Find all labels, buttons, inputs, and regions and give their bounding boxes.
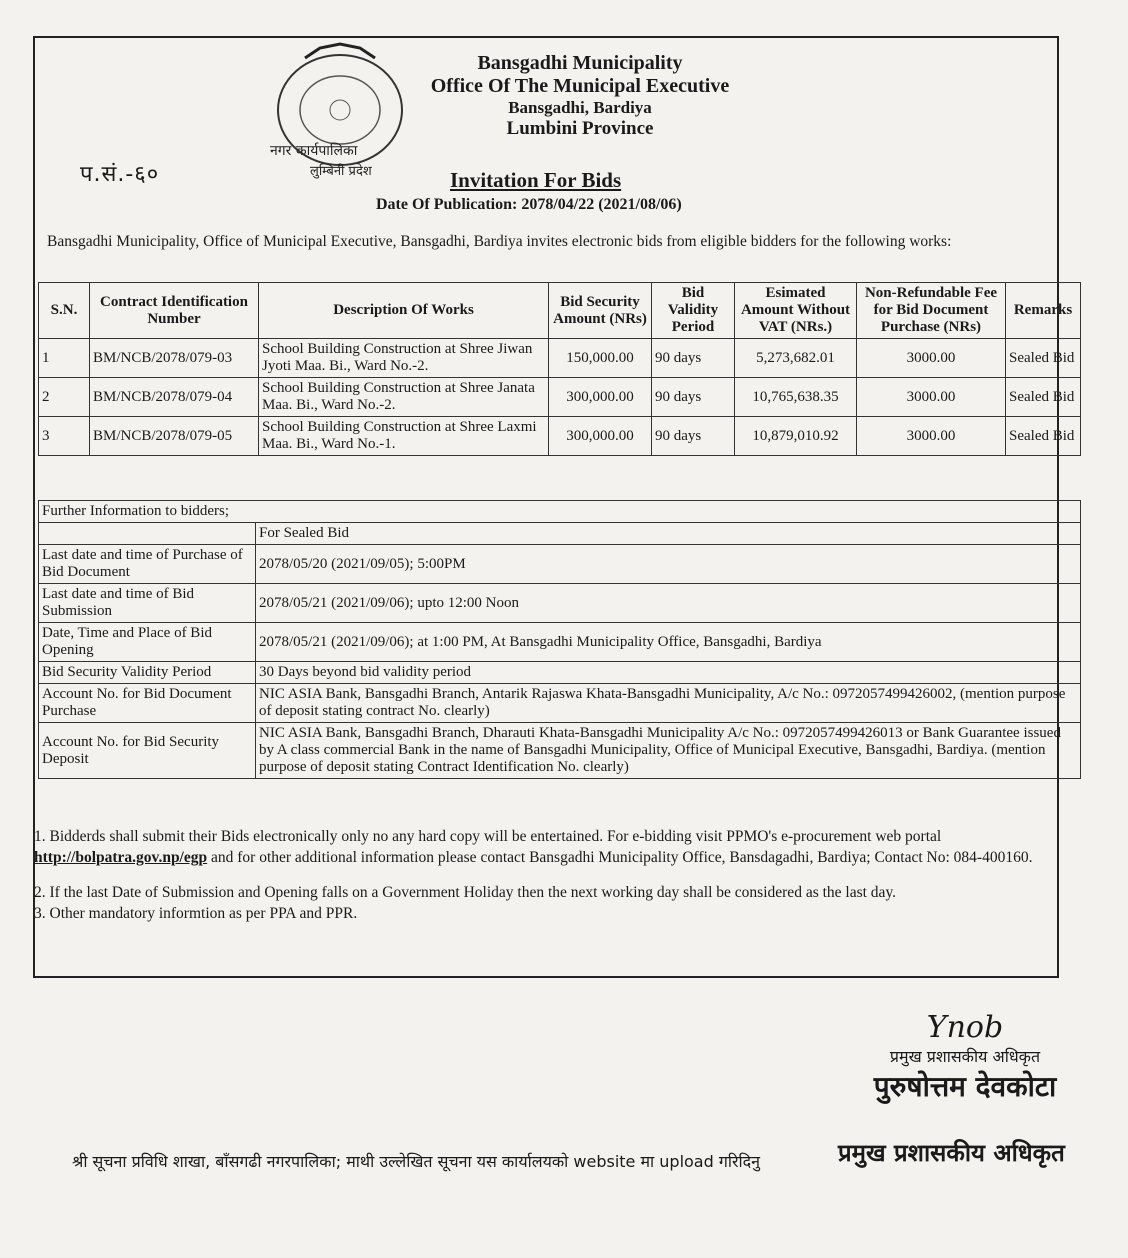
note-1-contact: and for other additional information please contact Bansgadhi Municipality Office, Bansdagadhi, Bardiya; Contact No: 084-400160. bbox=[211, 849, 1033, 866]
cell-bid-security: 150,000.00 bbox=[549, 339, 652, 378]
info-label: Last date and time of Bid Submission bbox=[39, 584, 256, 623]
intro-paragraph: Bansgadhi Municipality, Office of Municipal Executive, Bansgadhi, Bardiya invites electronic bids from eligible bidders for the following works: bbox=[47, 233, 952, 250]
signatory-name: पुरुषोत्तम देवकोटा bbox=[873, 1070, 1057, 1103]
org-name: Bansgadhi Municipality bbox=[477, 52, 683, 74]
col-sn: S.N. bbox=[39, 283, 90, 339]
document-title: Invitation For Bids bbox=[450, 168, 622, 192]
info-title: Further Information to bidders; bbox=[39, 501, 1081, 523]
cell-contract-id: BM/NCB/2078/079-05 bbox=[90, 417, 259, 456]
signature-block bbox=[840, 1010, 1090, 1105]
cell-description: School Building Construction at Shree Jiwan Jyoti Maa. Bi., Ward No.-2. bbox=[259, 339, 549, 378]
cell-bid-security: 300,000.00 bbox=[549, 378, 652, 417]
info-row bbox=[39, 545, 1081, 584]
cell-remarks: Sealed Bid bbox=[1006, 339, 1081, 378]
cell-contract-id: BM/NCB/2078/079-04 bbox=[90, 378, 259, 417]
cell-description: School Building Construction at Shree Laxmi Maa. Bi., Ward No.-1. bbox=[259, 417, 549, 456]
info-row bbox=[39, 584, 1081, 623]
svg-text:नगर कार्यपालिका: नगर कार्यपालिका bbox=[270, 143, 358, 159]
egp-link[interactable]: http://bolpatra.gov.np/egp bbox=[34, 849, 208, 866]
info-value: 2078/05/21 (2021/09/06); at 1:00 PM, At Bansgadhi Municipality Office, Bansgadhi, Bardiya bbox=[256, 623, 1081, 662]
info-title-row bbox=[39, 501, 1081, 523]
col-validity: Bid Validity Period bbox=[652, 283, 735, 339]
cell-fee: 3000.00 bbox=[857, 339, 1006, 378]
col-contract-id: Contract Identification Number bbox=[90, 283, 259, 339]
col-bid-security: Bid Security Amount (NRs) bbox=[549, 283, 652, 339]
info-value: NIC ASIA Bank, Bansgadhi Branch, Dharauti Khata-Bansgadhi Municipality A/c No.: 0972057499426013 or Bank Guarantee issued by A class commercial Bank in the name of Bansgadhi Municipality, Office of Municipal Executive, Bansgadhi, Bardiya. (mention purpose of deposit stating Contract Identification No. clearly) bbox=[256, 723, 1081, 779]
reference-number: प.सं.-६० bbox=[80, 162, 160, 187]
info-value: NIC ASIA Bank, Bansgadhi Branch, Antarik Rajaswa Khata-Bansgadhi Municipality, A/c No.: 0972057499426002, (mention purpose of deposit stating contract No. clearly) bbox=[256, 684, 1081, 723]
col-estimate: Esimated Amount Without VAT (NRs.) bbox=[735, 283, 857, 339]
note-3: 3. Other mandatory informtion as per PPA and PPR. bbox=[34, 905, 358, 922]
publication-date: Date Of Publication: 2078/04/22 (2021/08/06) bbox=[376, 196, 682, 213]
cell-fee: 3000.00 bbox=[857, 378, 1006, 417]
handwritten-signature: Ynob bbox=[926, 1010, 1004, 1045]
cell-remarks: Sealed Bid bbox=[1006, 378, 1081, 417]
table-row bbox=[39, 417, 1081, 456]
further-info-table bbox=[38, 500, 1081, 779]
cell-validity: 90 days bbox=[652, 378, 735, 417]
cell-bid-security: 300,000.00 bbox=[549, 417, 652, 456]
note-2: 2. If the last Date of Submission and Opening falls on a Government Holiday then the next working day shall be considered as the last day. bbox=[34, 884, 897, 901]
info-value: 30 Days beyond bid validity period bbox=[256, 662, 1081, 684]
location: Bansgadhi, Bardiya bbox=[508, 98, 652, 117]
cell-sn: 3 bbox=[39, 417, 90, 456]
cell-estimate: 10,765,638.35 bbox=[735, 378, 857, 417]
cell-validity: 90 days bbox=[652, 417, 735, 456]
cell-description: School Building Construction at Shree Janata Maa. Bi., Ward No.-2. bbox=[259, 378, 549, 417]
info-label: Account No. for Bid Document Purchase bbox=[39, 684, 256, 723]
table-row bbox=[39, 339, 1081, 378]
info-row bbox=[39, 684, 1081, 723]
cell-validity: 90 days bbox=[652, 339, 735, 378]
info-row bbox=[39, 623, 1081, 662]
info-value: 2078/05/21 (2021/09/06); upto 12:00 Noon bbox=[256, 584, 1081, 623]
cell-fee: 3000.00 bbox=[857, 417, 1006, 456]
col-fee: Non-Refundable Fee for Bid Document Purchase (NRs) bbox=[857, 283, 1006, 339]
col-description: Description Of Works bbox=[259, 283, 549, 339]
table-row bbox=[39, 378, 1081, 417]
office-name: Office Of The Municipal Executive bbox=[430, 75, 730, 97]
cell-sn: 2 bbox=[39, 378, 90, 417]
bids-table bbox=[38, 282, 1081, 456]
cell-sn: 1 bbox=[39, 339, 90, 378]
footer-note: श्री सूचना प्रविधि शाखा, बाँसगढी नगरपालिका; माथी उल्लेखित सूचना यस कार्यालयको website मा upload गरिदिनु bbox=[72, 1152, 761, 1171]
col-remarks: Remarks bbox=[1006, 283, 1081, 339]
note-1-text: 1. Bidderds shall submit their Bids electronically only no any hard copy will be entertained. For e-bidding visit PPMO's e-procurement web portal bbox=[34, 828, 942, 845]
signatory-title: प्रमुख प्रशासकीय अधिकृत bbox=[889, 1047, 1041, 1066]
letterhead bbox=[380, 52, 780, 140]
info-label: Bid Security Validity Period bbox=[39, 662, 256, 684]
info-label: Date, Time and Place of Bid Opening bbox=[39, 623, 256, 662]
province: Lumbini Province bbox=[506, 118, 654, 139]
info-row bbox=[39, 723, 1081, 779]
info-row bbox=[39, 662, 1081, 684]
notes-section bbox=[34, 826, 1064, 938]
note-1 bbox=[34, 826, 1064, 868]
bids-table-header bbox=[39, 283, 1081, 339]
cell-contract-id: BM/NCB/2078/079-03 bbox=[90, 339, 259, 378]
cell-estimate: 5,273,682.01 bbox=[735, 339, 857, 378]
officer-stamp: प्रमुख प्रशासकीय अधिकृत bbox=[838, 1139, 1065, 1167]
info-value: 2078/05/20 (2021/09/05); 5:00PM bbox=[256, 545, 1081, 584]
info-label: Account No. for Bid Security Deposit bbox=[39, 723, 256, 779]
info-label: Last date and time of Purchase of Bid Document bbox=[39, 545, 256, 584]
svg-text:लुम्बिनी प्रदेश: लुम्बिनी प्रदेश bbox=[310, 164, 372, 179]
info-blank bbox=[39, 523, 256, 545]
info-subheader-row bbox=[39, 523, 1081, 545]
cell-remarks: Sealed Bid bbox=[1006, 417, 1081, 456]
info-subheader: For Sealed Bid bbox=[256, 523, 1081, 545]
cell-estimate: 10,879,010.92 bbox=[735, 417, 857, 456]
